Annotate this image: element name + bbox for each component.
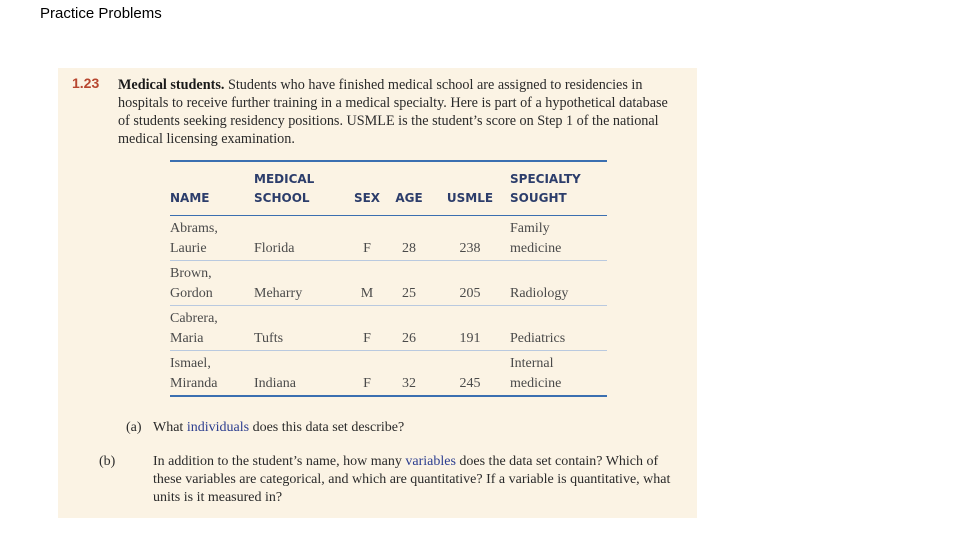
cell-specialty: Family medicine [510,221,562,256]
problem-number: 1.23 [72,75,100,91]
table-row [170,306,607,351]
cell-name: Abrams, Laurie [170,221,218,256]
cell-age: 28 [402,241,416,256]
cell-sex: F [346,306,388,351]
cell-sex: M [346,261,388,306]
cell-usmle: 238 [459,241,481,256]
table-header-row [170,161,607,216]
cell-usmle: 191 [430,306,510,351]
question-a-text-start: What [153,420,187,435]
question-a-text-end: does this data set describe? [249,420,405,435]
question-b-label: (b) [99,454,116,469]
problem-statement [118,76,678,148]
table-row [170,216,607,261]
textbook-excerpt [58,68,697,518]
cell-usmle: 205 [430,261,510,306]
cell-school: Meharry [254,261,346,306]
cell-specialty: Internal medicine [510,351,607,397]
cell-age: 25 [388,261,430,306]
header-specialty-sought: SPECIALTY SOUGHT [510,161,607,216]
cell-name: Ismael, Miranda [170,351,254,397]
problem-heading: Medical students. [118,77,225,93]
table-row [170,351,607,397]
cell-age: 26 [388,306,430,351]
cell-school: Florida [254,241,295,256]
cell-name: Cabrera, Maria [170,306,254,351]
cell-age: 32 [388,351,430,397]
header-medical-school: MEDICAL SCHOOL [254,161,346,216]
table-row [170,261,607,306]
question-a [126,419,681,437]
header-name: NAME [170,161,254,216]
term-individuals: individuals [186,420,250,435]
cell-specialty: Radiology [510,261,607,306]
header-age: AGE [388,161,430,216]
cell-specialty: Pediatrics [510,306,607,351]
problem-body: Students who have finished medical school are assigned to residencies in hospitals to receive further training in a medical specialty. Here is part of a hypothetical database of students seeking residency positions. USMLE is the student’s score on Step 1 of the national medical licensing examination. [118,77,668,147]
cell-school: Tufts [254,306,346,351]
question-a-label: (a) [126,420,142,435]
question-b-text-end: does the data set contain? Which of these variables are categorical, and which are quantitative? If a variable is quantitative, what units is it measured in? [153,454,671,505]
question-b-text-start: In addition to the student’s name, how many [153,454,406,469]
cell-sex: F [363,241,371,256]
cell-school: Indiana [254,351,346,397]
question-b [99,453,681,507]
term-variables: variables [405,454,456,469]
slide-title: Practice Problems [40,5,162,22]
cell-sex: F [346,351,388,397]
header-usmle: USMLE [430,161,510,216]
header-sex: SEX [346,161,388,216]
cell-name: Brown, Gordon [170,261,254,306]
residency-data-table [170,160,607,397]
cell-usmle: 245 [430,351,510,397]
